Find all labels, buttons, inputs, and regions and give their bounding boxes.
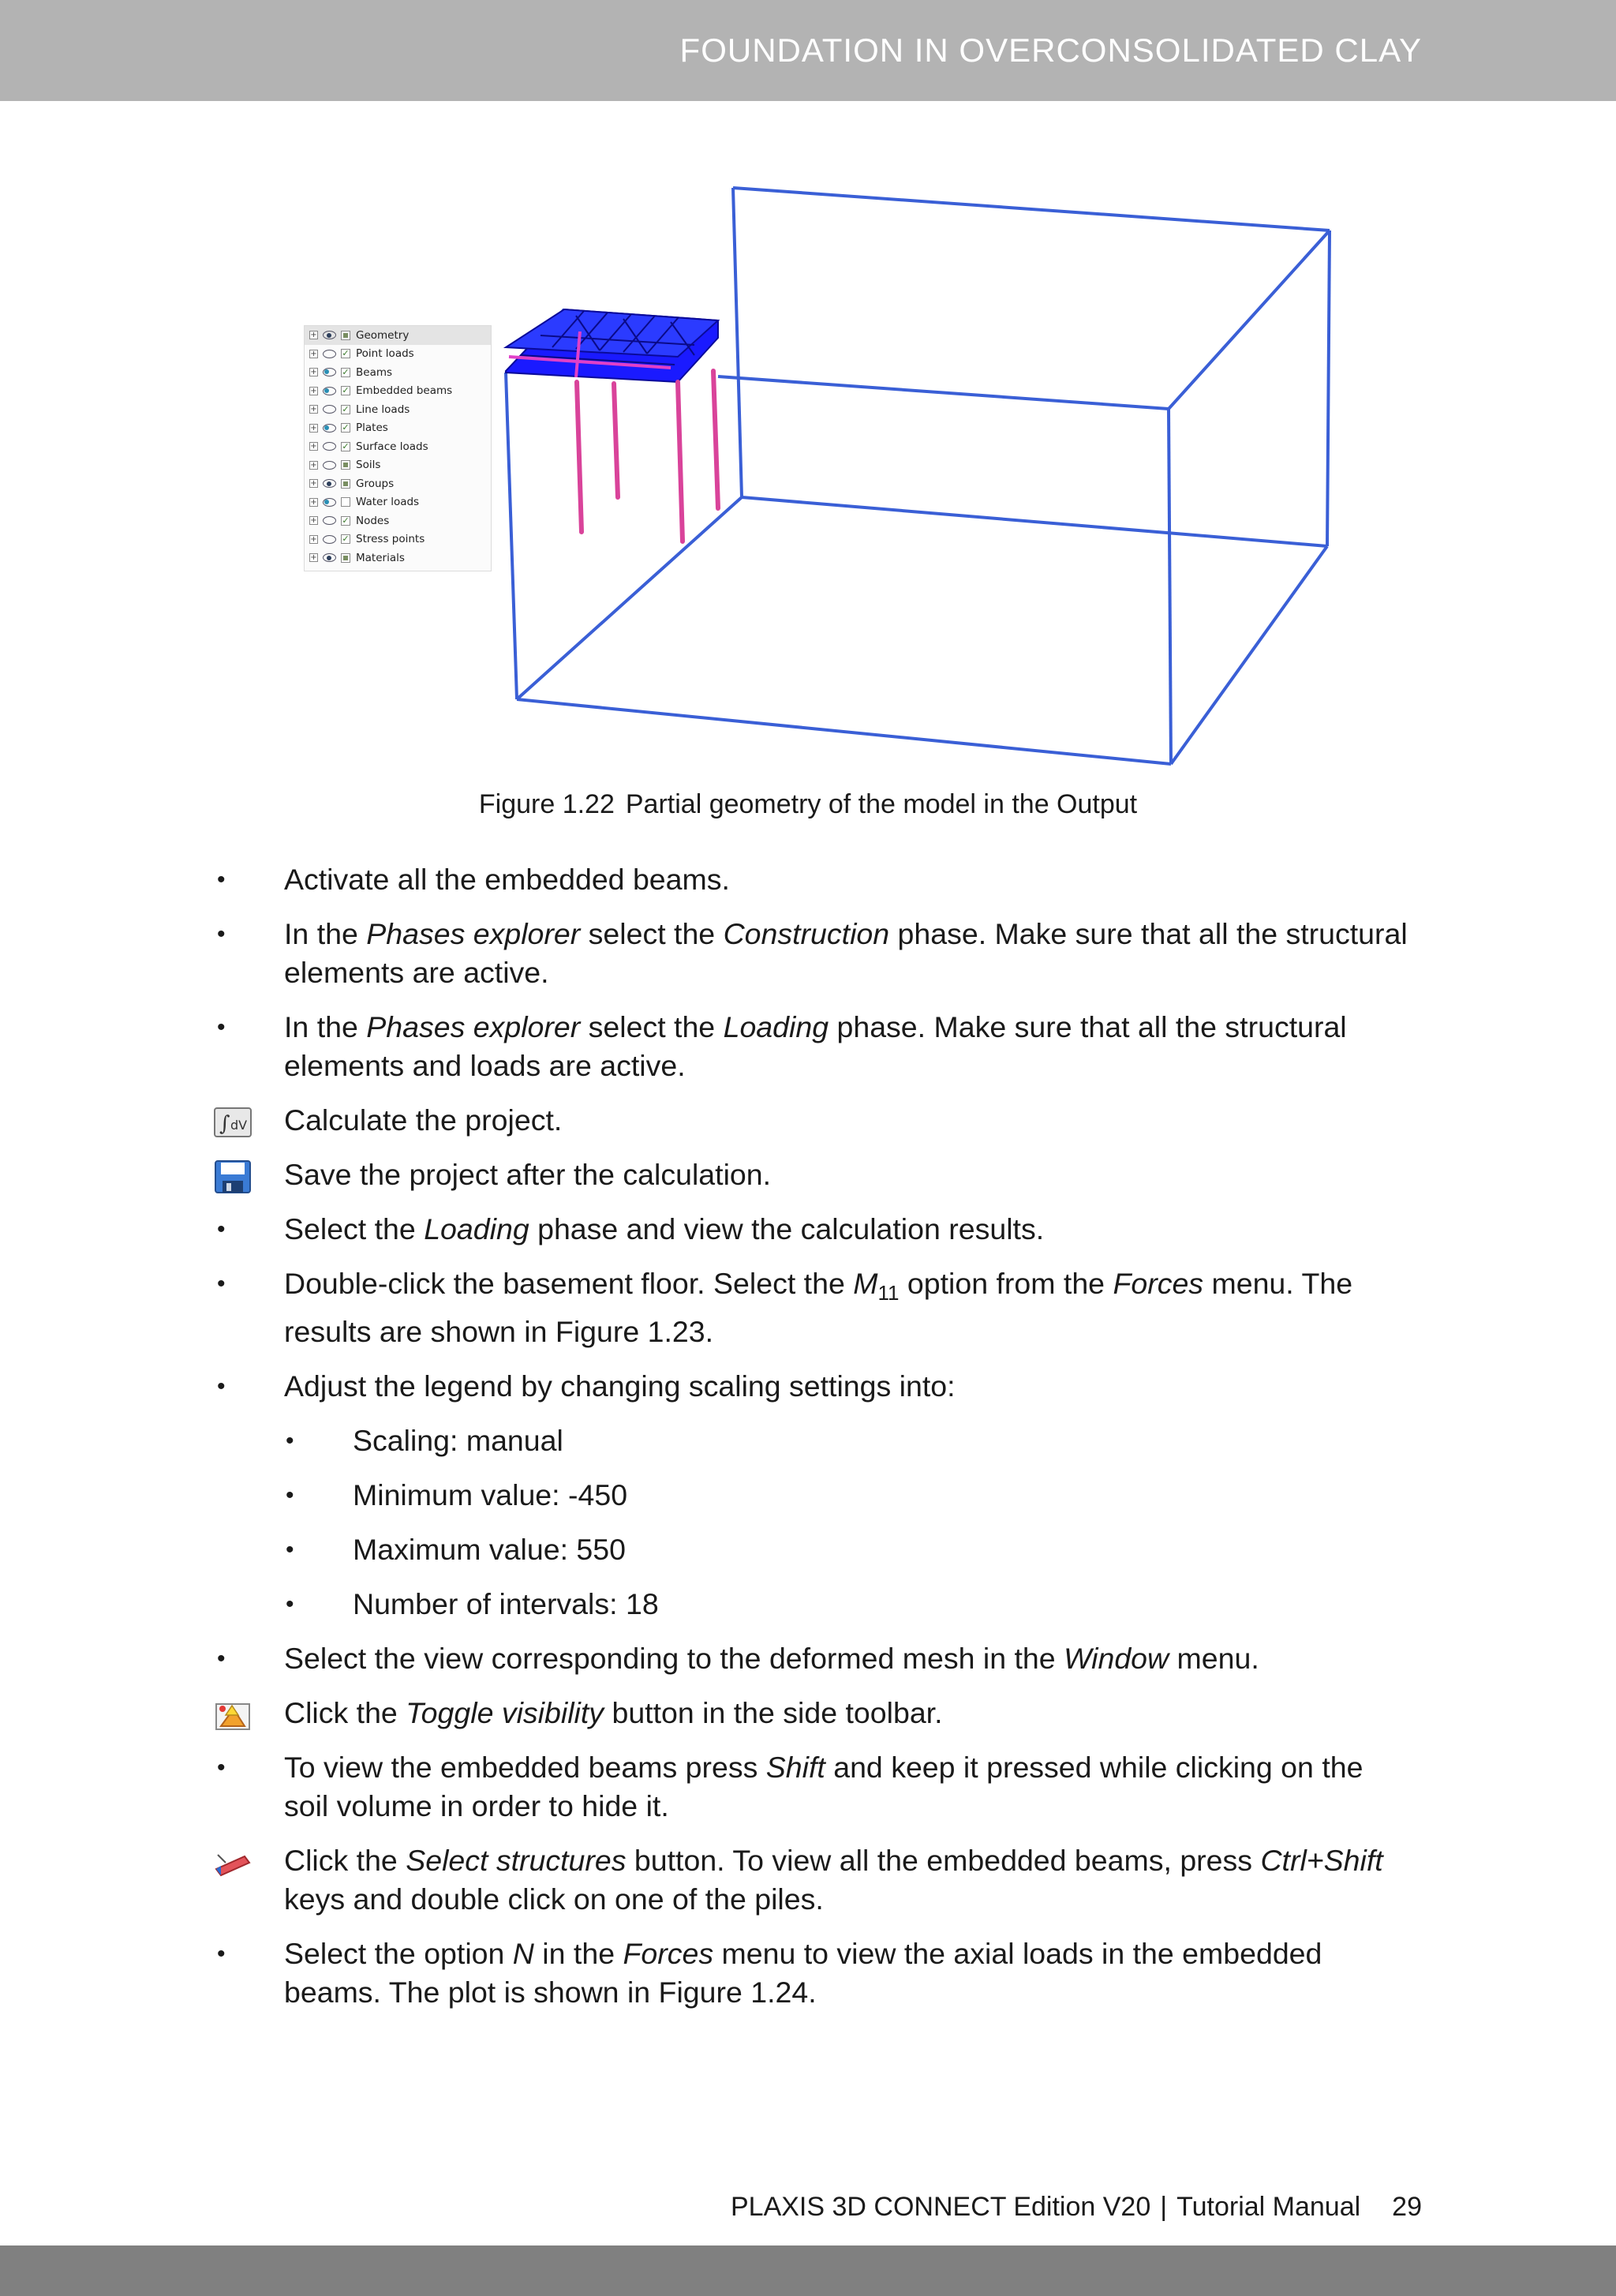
step-text: In the bbox=[284, 917, 367, 950]
list-item bbox=[213, 1264, 1412, 1351]
step-emphasis: Phases explorer bbox=[366, 1010, 581, 1043]
layer-checkbox[interactable] bbox=[341, 331, 350, 340]
layer-tree-item[interactable] bbox=[305, 419, 491, 438]
visibility-eye-icon[interactable] bbox=[323, 350, 336, 358]
layer-checkbox[interactable]: ✓ bbox=[342, 422, 350, 433]
step-text: select the bbox=[580, 1010, 724, 1043]
layer-tree-item[interactable] bbox=[305, 493, 491, 512]
step-text: Click the bbox=[284, 1844, 406, 1877]
object-layer-tree bbox=[304, 325, 492, 571]
step-text: Save the project after the calculation. bbox=[284, 1158, 772, 1191]
expand-icon[interactable]: + bbox=[310, 534, 317, 544]
step-text: Number of intervals: 18 bbox=[353, 1587, 659, 1620]
visibility-eye-icon[interactable] bbox=[323, 479, 336, 488]
step-emphasis: Ctrl+Shift bbox=[1260, 1844, 1383, 1877]
visibility-eye-icon[interactable] bbox=[323, 442, 336, 451]
expand-icon[interactable]: + bbox=[310, 368, 317, 377]
step-text: Select the view corresponding to the deformed mesh in the bbox=[284, 1642, 1064, 1675]
running-header: FOUNDATION IN OVERCONSOLIDATED CLAY bbox=[679, 32, 1422, 69]
step-emphasis: Phases explorer bbox=[366, 917, 581, 950]
list-item bbox=[213, 1367, 1412, 1406]
icon-step bbox=[213, 1841, 1412, 1919]
step-text: phase and view the calculation results. bbox=[529, 1212, 1045, 1245]
step-text: select the bbox=[580, 917, 724, 950]
step-text: and keep it pressed while clicking on the soil volume in order to hide it. bbox=[284, 1751, 1364, 1822]
step-text: Activate all the embedded beams. bbox=[284, 863, 730, 896]
sub-list-item bbox=[213, 1585, 1412, 1624]
list-item bbox=[213, 1639, 1412, 1678]
step-text: To view the embedded beams press bbox=[284, 1751, 766, 1784]
step-emphasis: Window bbox=[1064, 1642, 1169, 1675]
expand-icon[interactable]: + bbox=[310, 386, 317, 395]
step-text: menu to view the axial loads in the embedded beams. The plot is shown in Figure 1.24. bbox=[284, 1937, 1322, 2009]
layer-tree-label: Embedded beams bbox=[356, 384, 453, 398]
layer-checkbox[interactable]: ✓ bbox=[342, 348, 350, 359]
step-emphasis: Loading bbox=[723, 1010, 829, 1043]
layer-tree-label: Plates bbox=[356, 421, 388, 435]
layer-tree-label: Materials bbox=[356, 551, 405, 564]
visibility-eye-icon[interactable] bbox=[323, 331, 336, 339]
layer-tree-item[interactable] bbox=[305, 511, 491, 530]
layer-tree-item[interactable] bbox=[305, 437, 491, 456]
bullet-marker: • bbox=[217, 1373, 226, 1399]
layer-tree-item[interactable] bbox=[305, 345, 491, 364]
layer-tree-item[interactable] bbox=[305, 549, 491, 567]
expand-icon[interactable]: + bbox=[310, 516, 317, 526]
expand-icon[interactable]: + bbox=[310, 331, 317, 340]
step-text: Click the bbox=[284, 1696, 406, 1729]
layer-tree-label: Groups bbox=[356, 477, 395, 490]
layer-tree-label: Surface loads bbox=[356, 440, 428, 453]
visibility-eye-icon[interactable] bbox=[323, 553, 336, 562]
step-emphasis: Toggle visibility bbox=[406, 1696, 604, 1729]
bullet-marker: • bbox=[217, 1014, 226, 1040]
step-text: in the bbox=[533, 1937, 623, 1970]
basement-floor-plate bbox=[506, 309, 718, 382]
layer-tree-item[interactable] bbox=[305, 400, 491, 419]
step-emphasis: Select structures bbox=[406, 1844, 627, 1877]
bullet-marker: • bbox=[286, 1591, 294, 1617]
layer-checkbox[interactable]: ✓ bbox=[342, 440, 350, 451]
layer-tree-item[interactable] bbox=[305, 326, 491, 345]
visibility-eye-icon[interactable] bbox=[323, 461, 336, 470]
step-text: Calculate the project. bbox=[284, 1103, 563, 1137]
visibility-eye-icon[interactable] bbox=[323, 498, 336, 507]
bullet-marker: • bbox=[217, 1271, 226, 1297]
bullet-marker: • bbox=[217, 867, 226, 893]
layer-checkbox[interactable] bbox=[341, 553, 350, 563]
list-item bbox=[213, 1935, 1412, 2012]
expand-icon[interactable]: + bbox=[310, 479, 317, 489]
layer-checkbox[interactable] bbox=[341, 497, 350, 507]
step-emphasis: Loading bbox=[424, 1212, 529, 1245]
visibility-eye-icon[interactable] bbox=[323, 516, 336, 525]
layer-checkbox[interactable]: ✓ bbox=[342, 515, 350, 526]
list-item bbox=[213, 915, 1412, 992]
layer-tree-label: Line loads bbox=[356, 403, 410, 416]
footer-separator: | bbox=[1160, 2192, 1168, 2222]
step-emphasis: Forces bbox=[1113, 1267, 1204, 1300]
embedded-beam-piles bbox=[577, 371, 718, 541]
expand-icon[interactable]: + bbox=[310, 442, 317, 451]
step-text: Maximum value: 550 bbox=[353, 1533, 626, 1566]
layer-tree-label: Stress points bbox=[356, 533, 425, 546]
footer bbox=[731, 2192, 1422, 2223]
footer-product: PLAXIS 3D CONNECT Edition V20 bbox=[730, 2192, 1151, 2222]
step-text: phase. Make sure that all the structural elements are active. bbox=[284, 917, 1408, 989]
figure-caption bbox=[0, 789, 1616, 820]
bullet-marker: • bbox=[286, 1537, 294, 1563]
bullet-marker: • bbox=[217, 1216, 226, 1242]
step-emphasis: Construction bbox=[723, 917, 890, 950]
visibility-eye-icon[interactable] bbox=[323, 387, 336, 395]
sub-list-item bbox=[213, 1530, 1412, 1569]
expand-icon[interactable]: + bbox=[310, 349, 317, 358]
step-emphasis: M bbox=[853, 1267, 878, 1300]
list-item bbox=[213, 860, 1412, 899]
layer-tree-item[interactable] bbox=[305, 382, 491, 401]
layer-tree-label: Geometry bbox=[356, 328, 410, 342]
sub-list-item bbox=[213, 1476, 1412, 1515]
expand-icon[interactable]: + bbox=[310, 553, 317, 563]
step-text: Adjust the legend by changing scaling settings into: bbox=[284, 1369, 956, 1403]
expand-icon[interactable]: + bbox=[310, 405, 317, 414]
bullet-marker: • bbox=[286, 1482, 294, 1508]
select-structures-icon bbox=[213, 1845, 254, 1880]
step-text: In the bbox=[284, 1010, 367, 1043]
step-subscript: 11 bbox=[877, 1281, 900, 1305]
layer-tree-label: Water loads bbox=[356, 496, 420, 509]
soil-volume-box bbox=[506, 188, 1330, 764]
instruction-list bbox=[213, 860, 1412, 2028]
footer-manual: Tutorial Manual bbox=[1176, 2192, 1361, 2222]
step-emphasis: Shift bbox=[765, 1751, 825, 1784]
step-text: Select the bbox=[284, 1212, 425, 1245]
calculate-icon bbox=[213, 1105, 254, 1140]
layer-checkbox[interactable]: ✓ bbox=[342, 403, 350, 414]
bullet-marker: • bbox=[217, 1941, 226, 1967]
svg-text:dV: dV bbox=[230, 1118, 248, 1133]
layer-tree-item[interactable] bbox=[305, 530, 491, 549]
visibility-eye-icon[interactable] bbox=[323, 405, 336, 414]
layer-checkbox[interactable]: ✓ bbox=[342, 366, 350, 377]
step-text: Minimum value: -450 bbox=[353, 1478, 628, 1511]
figure-number: Figure 1.22 bbox=[478, 789, 615, 819]
layer-checkbox[interactable]: ✓ bbox=[342, 385, 350, 396]
page-number: 29 bbox=[1392, 2192, 1422, 2222]
step-text: Select the option bbox=[284, 1937, 513, 1970]
layer-tree-label: Nodes bbox=[356, 514, 390, 527]
step-text: menu. The results are shown in Figure 1.23. bbox=[284, 1267, 1353, 1348]
layer-checkbox[interactable] bbox=[341, 479, 350, 489]
step-emphasis: N bbox=[512, 1937, 534, 1970]
expand-icon[interactable]: + bbox=[310, 497, 317, 507]
step-text: button in the side toolbar. bbox=[604, 1696, 943, 1729]
footer-band bbox=[0, 2245, 1616, 2296]
icon-step bbox=[213, 1101, 1412, 1140]
bullet-marker: • bbox=[217, 921, 226, 947]
layer-tree-label: Point loads bbox=[356, 347, 414, 361]
list-item bbox=[213, 1210, 1412, 1249]
expand-icon[interactable]: + bbox=[310, 460, 317, 470]
sub-list-item bbox=[213, 1421, 1412, 1460]
bullet-marker: • bbox=[217, 1646, 226, 1672]
figure-model-geometry bbox=[300, 178, 1349, 785]
layer-tree-label: Beams bbox=[356, 365, 393, 379]
visibility-eye-icon[interactable] bbox=[323, 535, 336, 544]
expand-icon[interactable]: + bbox=[310, 423, 317, 433]
visibility-eye-icon[interactable] bbox=[323, 424, 336, 433]
svg-text:∫: ∫ bbox=[219, 1112, 230, 1136]
list-item bbox=[213, 1008, 1412, 1085]
step-emphasis: Forces bbox=[623, 1937, 714, 1970]
step-text: menu. bbox=[1169, 1642, 1259, 1675]
step-text: phase. Make sure that all the structural elements and loads are active. bbox=[284, 1010, 1347, 1082]
layer-tree-item[interactable] bbox=[305, 456, 491, 475]
step-text: button. To view all the embedded beams, press bbox=[626, 1844, 1261, 1877]
visibility-eye-icon[interactable] bbox=[323, 368, 336, 376]
step-text: option from the bbox=[899, 1267, 1113, 1300]
save-icon bbox=[213, 1159, 254, 1194]
icon-step bbox=[213, 1694, 1412, 1732]
icon-step bbox=[213, 1155, 1412, 1194]
layer-checkbox[interactable] bbox=[341, 460, 350, 470]
toggle-visibility-icon bbox=[213, 1698, 254, 1732]
layer-checkbox[interactable]: ✓ bbox=[342, 534, 350, 545]
layer-tree-item[interactable] bbox=[305, 363, 491, 382]
layer-tree-item[interactable] bbox=[305, 474, 491, 493]
step-text: keys and double click on one of the piles. bbox=[284, 1882, 824, 1916]
list-item bbox=[213, 1748, 1412, 1826]
layer-tree-label: Soils bbox=[356, 459, 381, 472]
bullet-marker: • bbox=[217, 1755, 226, 1781]
step-text: Scaling: manual bbox=[353, 1424, 563, 1457]
figure-caption-text: Partial geometry of the model in the Output bbox=[625, 789, 1138, 819]
step-text: Double-click the basement floor. Select the bbox=[284, 1267, 854, 1300]
bullet-marker: • bbox=[286, 1428, 294, 1454]
